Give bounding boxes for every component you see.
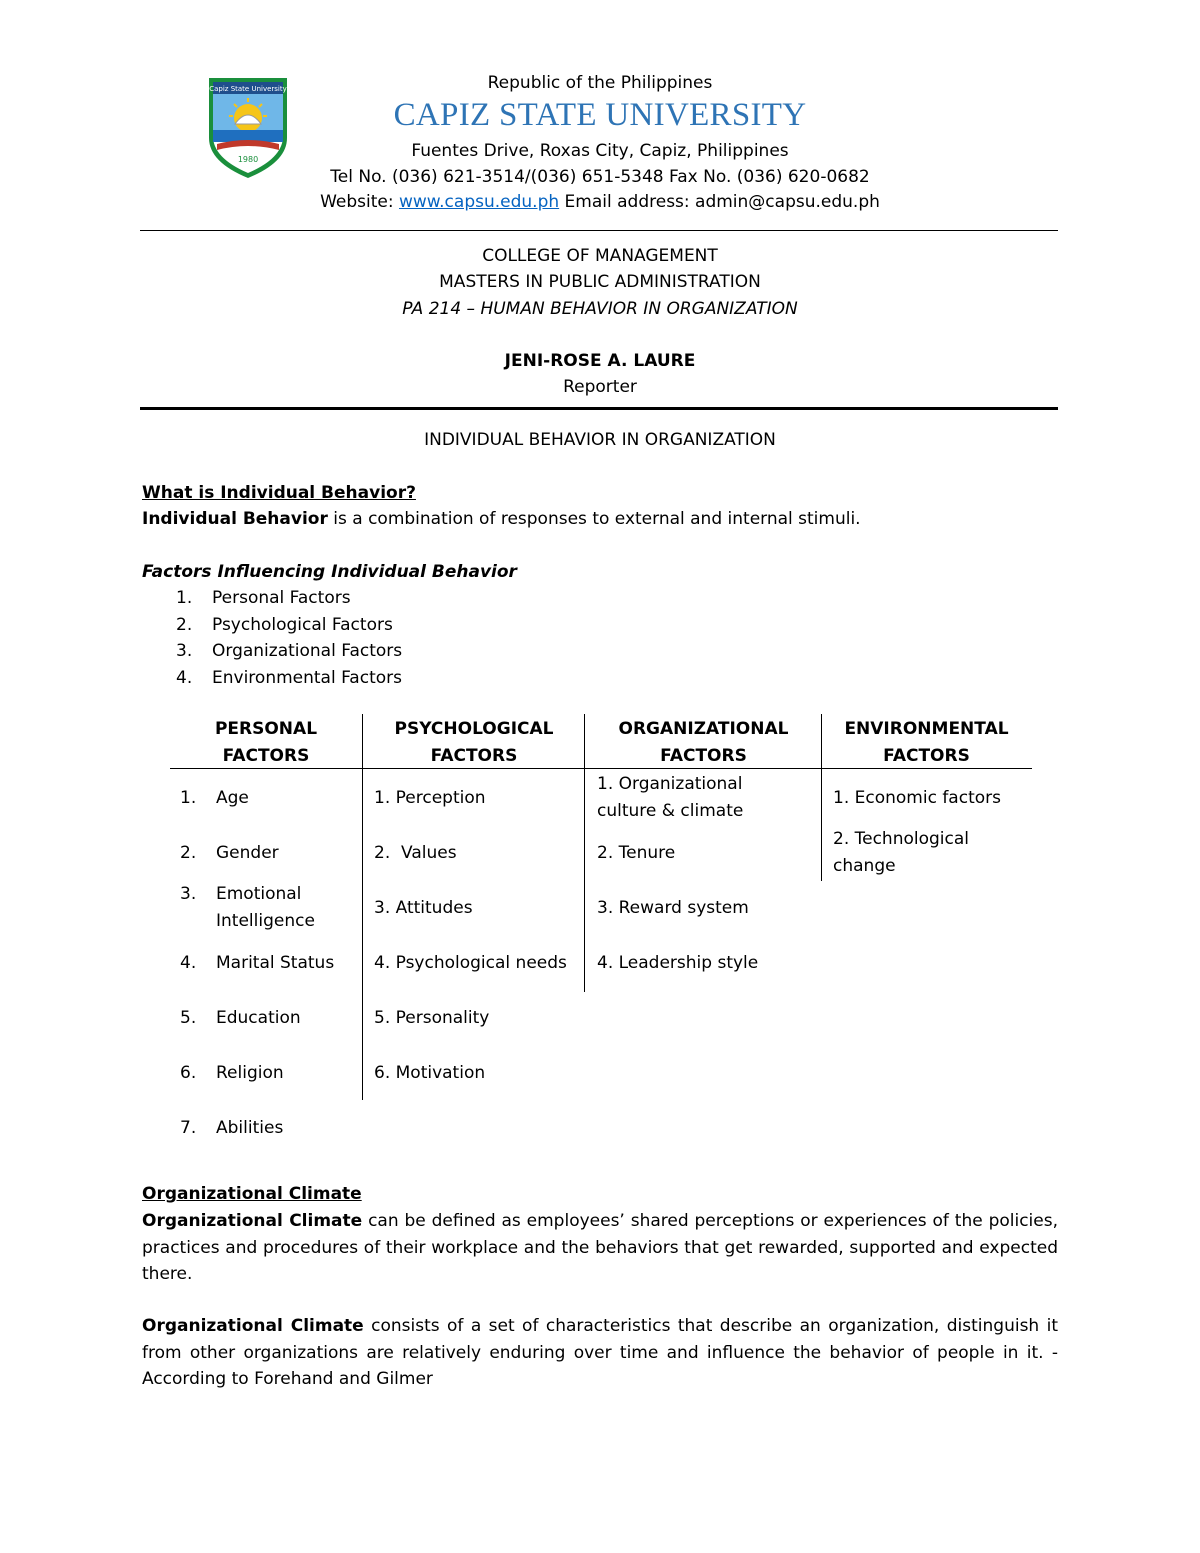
definition-text: is a combination of responses to external and internal stimuli.	[327, 509, 861, 529]
table-cell: 3. Reward system	[597, 898, 749, 918]
table-cell: 5. Personality	[374, 1008, 490, 1028]
logo-text: Capiz State University	[209, 85, 287, 93]
climate-term: Organizational Climate	[142, 1211, 363, 1231]
individual-behavior-heading: What is Individual Behavior?	[142, 483, 416, 503]
table-row: 7. Abilities	[180, 1118, 284, 1138]
table-cell: 2. Values	[374, 843, 457, 863]
table-cell: 1. Perception	[374, 788, 486, 808]
individual-behavior-definition	[142, 509, 1058, 529]
table-row: 3. Emotional Intelligence	[180, 884, 315, 931]
section-divider	[140, 407, 1058, 410]
phone-line: Tel No. (036) 621-3514/(036) 651-5348 Fax No. (036) 620-0682	[330, 167, 870, 187]
list-item: 2. Psychological Factors	[176, 614, 393, 635]
table-row: 2. Gender	[180, 843, 279, 863]
table-cell: 4. Psychological needs	[374, 953, 567, 973]
table-cell: 3. Attitudes	[374, 898, 473, 918]
header-organizational: ORGANIZATIONAL FACTORS	[618, 719, 789, 766]
climate-heading: Organizational Climate	[142, 1184, 362, 1204]
header-personal: PERSONAL FACTORS	[214, 719, 318, 766]
definition-term: Individual Behavior	[142, 509, 328, 529]
website-link[interactable]: www.capsu.edu.ph	[399, 192, 560, 212]
header-divider	[140, 230, 1058, 231]
header-environmental: ENVIRONMENTAL FACTORS	[844, 719, 1009, 766]
list-item: 3. Organizational Factors	[176, 641, 403, 661]
topic-title: INDIVIDUAL BEHAVIOR IN ORGANIZATION	[424, 430, 776, 450]
table-row: 5. Education	[180, 1008, 301, 1028]
list-item: 4. Environmental Factors	[176, 667, 402, 688]
university-name: CAPIZ STATE UNIVERSITY	[393, 97, 807, 133]
factors-list	[176, 588, 402, 694]
table-header-rule	[170, 768, 1032, 769]
table-cell: 2. Technological change	[833, 829, 969, 876]
column-divider	[821, 714, 822, 881]
email-text: Email address: admin@capsu.edu.ph	[564, 192, 880, 212]
table-cell: 6. Motivation	[374, 1063, 486, 1083]
table-cell: 4. Leadership style	[597, 953, 759, 973]
table-cell: 2. Tenure	[597, 843, 676, 863]
table-row: 4. Marital Status	[180, 953, 335, 973]
logo-year: 1980	[237, 155, 259, 164]
climate-text-1: can be defined as employees’ shared perceptions or experiences of the policies, practices and procedures of their workplace and the behaviors that get rewarded, supported and expected there.	[142, 1211, 1059, 1284]
table-row: 6. Religion	[180, 1063, 284, 1083]
republic-line: Republic of the Philippines	[487, 73, 713, 93]
climate-paragraph-1	[142, 1208, 1058, 1288]
website-label: Website:	[320, 192, 394, 212]
address-line: Fuentes Drive, Roxas City, Capiz, Philippines	[411, 141, 789, 161]
contact-line	[0, 192, 1200, 212]
list-item: 1. Personal Factors	[176, 588, 351, 608]
program-name: MASTERS IN PUBLIC ADMINISTRATION	[439, 272, 761, 292]
reporter-role: Reporter	[563, 377, 637, 397]
factors-heading: Factors Influencing Individual Behavior	[142, 562, 517, 582]
table-row: 1. Age	[180, 788, 249, 808]
college-name: COLLEGE OF MANAGEMENT	[482, 246, 718, 266]
subject-title: PA 214 – HUMAN BEHAVIOR IN ORGANIZATION	[402, 299, 798, 319]
table-cell: 1. Economic factors	[833, 788, 1001, 808]
header-psychological: PSYCHOLOGICAL FACTORS	[394, 719, 554, 766]
climate-text-2: consists of a set of characteristics that describe an organization, distinguish it from other organizations are relatively enduring over time and influence the behavior of people in it. - According to Forehand and Gilmer	[142, 1316, 1059, 1389]
column-divider	[362, 714, 363, 1100]
column-divider	[584, 714, 585, 992]
climate-paragraph-2	[142, 1313, 1058, 1393]
table-cell: 1. Organizational culture & climate	[597, 774, 744, 821]
climate-term: Organizational Climate	[142, 1316, 364, 1336]
reporter-name: JENI-ROSE A. LAURE	[504, 351, 696, 371]
